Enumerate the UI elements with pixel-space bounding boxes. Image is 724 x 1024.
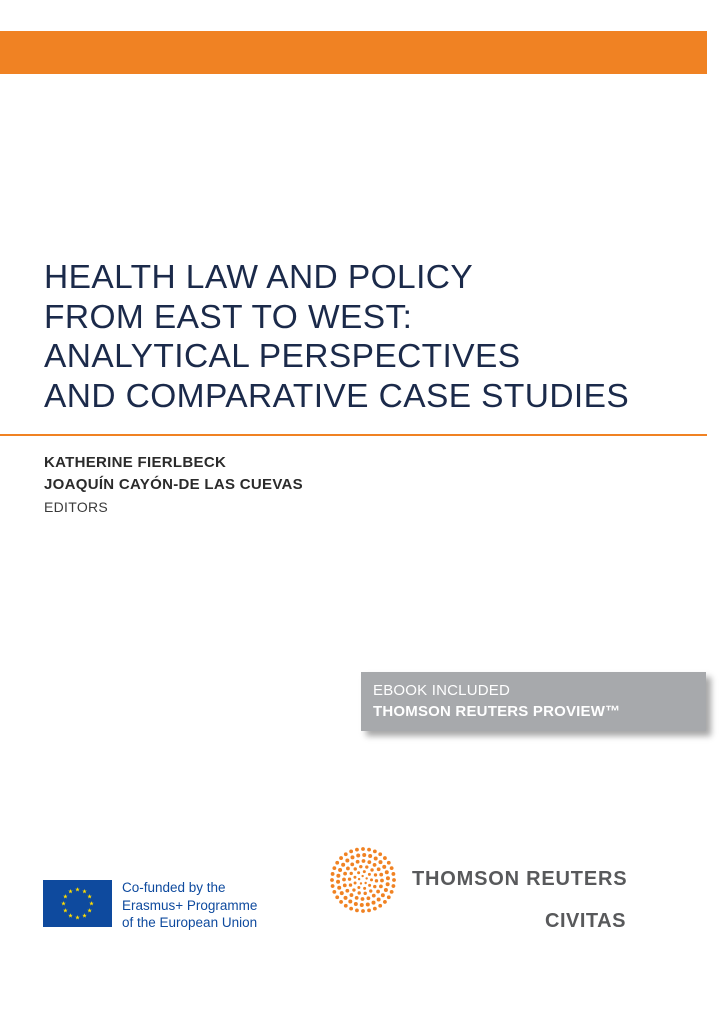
logo-dot bbox=[354, 867, 357, 870]
logo-dot bbox=[349, 907, 353, 911]
thomson-reuters-dot-logo-icon bbox=[329, 846, 397, 914]
logo-dot bbox=[336, 874, 340, 878]
logo-dot bbox=[348, 900, 352, 904]
logo-dot bbox=[335, 861, 339, 865]
logo-dot bbox=[354, 902, 358, 906]
logo-dot bbox=[350, 893, 354, 897]
logo-dot bbox=[335, 895, 339, 899]
logo-dot bbox=[362, 853, 366, 857]
ebook-badge-line1: EBOOK INCLUDED bbox=[373, 682, 510, 699]
logo-dot bbox=[337, 886, 341, 890]
eu-stars-icon bbox=[43, 880, 112, 927]
logo-dot bbox=[369, 889, 372, 892]
logo-dot bbox=[370, 868, 373, 871]
logo-dot bbox=[349, 849, 353, 853]
logo-dot bbox=[382, 865, 386, 869]
eu-funding-line: Erasmus+ Programme bbox=[122, 897, 258, 913]
logo-dot bbox=[383, 900, 387, 904]
logo-dot bbox=[355, 848, 359, 852]
logo-dot bbox=[360, 882, 362, 884]
logo-dot bbox=[354, 882, 357, 885]
logo-dot bbox=[375, 879, 378, 882]
logo-dot bbox=[361, 875, 363, 877]
editor-name: JOAQUÍN CAYÓN-DE LAS CUEVAS bbox=[44, 476, 303, 493]
logo-dot bbox=[380, 879, 384, 883]
logo-dot bbox=[373, 849, 377, 853]
logo-dot bbox=[377, 867, 381, 871]
eu-star-icon bbox=[61, 901, 66, 905]
logo-dot bbox=[357, 871, 360, 874]
logo-dot bbox=[349, 883, 352, 886]
logo-dot bbox=[373, 863, 377, 867]
logo-dot bbox=[338, 868, 342, 872]
logo-dot bbox=[343, 872, 347, 876]
logo-dot bbox=[364, 882, 366, 884]
logo-dot bbox=[366, 903, 370, 907]
logo-dot bbox=[365, 865, 368, 868]
logo-dot bbox=[363, 887, 366, 890]
logo-dot bbox=[374, 856, 378, 860]
logo-dot bbox=[387, 861, 391, 865]
publisher-imprint: CIVITAS bbox=[545, 910, 626, 932]
logo-dot bbox=[377, 898, 381, 902]
title-divider bbox=[0, 434, 707, 436]
eu-funding-line: Co-funded by the bbox=[122, 880, 226, 895]
ebook-included-badge bbox=[361, 672, 706, 731]
logo-dot bbox=[373, 907, 377, 911]
logo-dot bbox=[385, 870, 389, 874]
logo-dot bbox=[368, 854, 372, 858]
logo-dot bbox=[344, 904, 348, 908]
logo-dot bbox=[379, 873, 383, 877]
top-accent-band bbox=[0, 31, 707, 74]
logo-dot bbox=[331, 872, 335, 876]
logo-dot bbox=[346, 867, 350, 871]
logo-dot bbox=[392, 884, 396, 888]
logo-dot bbox=[348, 877, 351, 880]
logo-dot bbox=[365, 877, 367, 879]
logo-dot bbox=[372, 894, 376, 898]
eu-star-icon bbox=[87, 908, 92, 912]
logo-dot bbox=[352, 888, 355, 891]
logo-dot bbox=[392, 872, 396, 876]
eu-star-icon bbox=[68, 913, 73, 917]
logo-dot bbox=[376, 890, 380, 894]
title-line: ANALYTICAL PERSPECTIVES bbox=[44, 338, 521, 375]
logo-dot bbox=[386, 882, 390, 886]
dot-sphere-icon bbox=[329, 846, 397, 914]
logo-dot bbox=[332, 866, 336, 870]
logo-dot bbox=[355, 896, 359, 900]
logo-dot bbox=[357, 886, 360, 889]
logo-dot bbox=[355, 909, 359, 913]
logo-dot bbox=[358, 878, 360, 880]
logo-dot bbox=[331, 884, 335, 888]
logo-dot bbox=[373, 885, 376, 888]
logo-dot bbox=[358, 891, 361, 894]
logo-dot bbox=[350, 872, 353, 875]
logo-dot bbox=[332, 890, 336, 894]
logo-dot bbox=[356, 853, 360, 857]
editor-name: KATHERINE FIERLBECK bbox=[44, 454, 227, 471]
editors-block bbox=[44, 452, 303, 517]
logo-dot bbox=[353, 876, 356, 879]
logo-dot bbox=[387, 895, 391, 899]
logo-dot bbox=[392, 878, 396, 882]
eu-star-icon bbox=[75, 887, 80, 891]
logo-dot bbox=[361, 847, 365, 851]
logo-dot bbox=[360, 903, 364, 907]
eu-star-icon bbox=[89, 901, 94, 905]
logo-dot bbox=[342, 878, 346, 882]
logo-dot bbox=[370, 878, 373, 881]
title-line: FROM EAST TO WEST: bbox=[44, 298, 413, 336]
logo-dot bbox=[374, 873, 377, 876]
logo-dot bbox=[390, 866, 394, 870]
logo-dot bbox=[345, 889, 349, 893]
publisher-name: THOMSON REUTERS bbox=[412, 868, 628, 890]
logo-dot bbox=[379, 884, 383, 888]
logo-dot bbox=[378, 860, 382, 864]
logo-dot bbox=[372, 901, 376, 905]
logo-dot bbox=[361, 897, 365, 901]
book-title bbox=[44, 258, 684, 416]
eu-star-icon bbox=[63, 908, 68, 912]
logo-dot bbox=[350, 862, 354, 866]
logo-dot bbox=[344, 852, 348, 856]
eu-star-icon bbox=[82, 889, 87, 893]
logo-dot bbox=[378, 904, 382, 908]
logo-dot bbox=[367, 848, 371, 852]
logo-dot bbox=[383, 856, 387, 860]
logo-dot bbox=[356, 860, 360, 864]
logo-dot bbox=[340, 891, 344, 895]
logo-dot bbox=[330, 878, 334, 882]
logo-dot bbox=[363, 870, 366, 873]
editors-role-label: EDITORS bbox=[44, 499, 109, 515]
logo-dot bbox=[384, 888, 388, 892]
eu-star-icon bbox=[63, 894, 68, 898]
logo-dot bbox=[362, 859, 366, 863]
logo-dot bbox=[341, 863, 345, 867]
title-line: AND COMPARATIVE CASE STUDIES bbox=[44, 377, 630, 415]
logo-dot bbox=[343, 884, 347, 888]
logo-dot bbox=[345, 859, 349, 863]
logo-dot bbox=[368, 873, 371, 876]
title-line: HEALTH LAW AND POLICY bbox=[44, 259, 474, 296]
logo-dot bbox=[378, 852, 382, 856]
logo-dot bbox=[339, 856, 343, 860]
ebook-badge-line2: THOMSON REUTERS PROVIEW™ bbox=[373, 703, 621, 720]
eu-funding-text bbox=[122, 879, 257, 932]
logo-dot bbox=[367, 860, 371, 864]
logo-dot bbox=[390, 890, 394, 894]
logo-dot bbox=[363, 892, 366, 895]
logo-dot bbox=[359, 865, 362, 868]
logo-dot bbox=[350, 855, 354, 859]
logo-dot bbox=[339, 900, 343, 904]
logo-dot bbox=[368, 884, 371, 887]
logo-dot bbox=[367, 896, 371, 900]
logo-dot bbox=[367, 909, 371, 913]
eu-star-icon bbox=[87, 894, 92, 898]
eu-star-icon bbox=[68, 889, 73, 893]
eu-star-icon bbox=[82, 913, 87, 917]
logo-dot bbox=[344, 896, 348, 900]
eu-flag-icon bbox=[43, 880, 112, 927]
logo-dot bbox=[386, 876, 390, 880]
logo-dot bbox=[336, 880, 340, 884]
eu-funding-line: of the European Union bbox=[122, 915, 258, 930]
eu-star-icon bbox=[75, 915, 80, 919]
logo-dot bbox=[381, 893, 385, 897]
logo-dot bbox=[361, 909, 365, 913]
